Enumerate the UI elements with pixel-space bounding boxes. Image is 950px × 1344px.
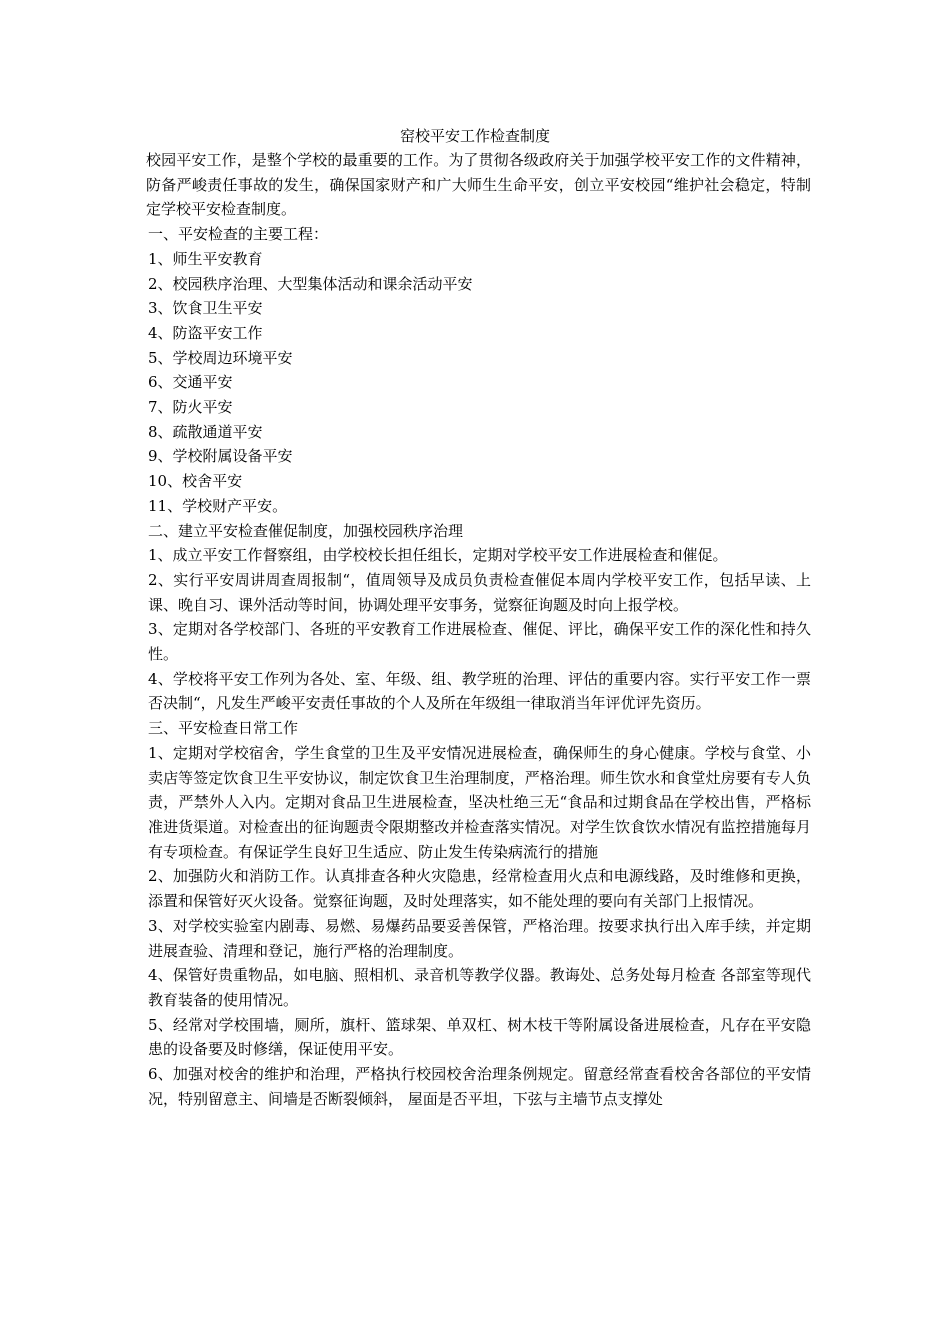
numbered-paragraph: 1、成立平安工作督察组，由学校校长担任组长，定期对学校平安工作进展检查和催促。 [148, 546, 728, 565]
section-heading-1: 一、平安检查的主要工程： [148, 225, 329, 244]
section-heading-2: 二、建立平安检查催促制度，加强校园秩序治理 [148, 521, 464, 540]
list-item: 4、防盗平安工作 [148, 323, 263, 342]
list-item: 10、校舍平安 [148, 472, 243, 491]
section-heading-3: 三、平安检查日常工作 [148, 719, 299, 738]
numbered-paragraph: 4、保管好贵重物品，如电脑、照相机、录音机等教学仪器。教诲处、总务处每月检查 各部室等现代教育装备的使用情况。 [148, 966, 811, 1009]
numbered-paragraph: 3、定期对各学校部门、各班的平安教育工作进展检查、催促、评比，确保平安工作的深化性和持久性。 [148, 620, 811, 664]
numbered-paragraph: 6、加强对校舍的维护和治理，严格执行校园校舍治理条例规定。留意经常查看校舍各部位的平安情况，特别留意主、间墙是否断裂倾斜， 屋面是否平坦，下弦与主墙节点支撑处 [148, 1065, 811, 1108]
list-item: 1、师生平安教育 [148, 249, 263, 268]
numbered-paragraph: 2、实行平安周讲周查周报制“，值周领导及成员负责检查催促本周内学校平安工作，包括早读、上课、晚自习、课外活动等时间，协调处理平安事务，觉察征询题及时向上报学校。 [148, 570, 811, 614]
document-body [146, 148, 811, 1111]
list-item: 3、饮食卫生平安 [148, 299, 263, 318]
list-item: 5、学校周边环境平安 [148, 348, 293, 367]
list-item: 11、学校财产平安。 [148, 496, 288, 515]
numbered-paragraph: 5、经常对学校围墙，厕所，旗杆、篮球架、单双杠、树木枝干等附属设备进展检查，凡存在平安隐患的设备要及时修缮，保证使用平安。 [148, 1015, 811, 1059]
intro-paragraph: 校园平安工作，是整个学校的最重要的工作。为了贯彻各级政府关于加强学校平安工作的文件精神，防备严峻责任事故的发生，确保国家财产和广大师生生命平安，创立平安校园“维护社会稳定，特制定学校平安检查制度。 [146, 151, 811, 219]
list-item: 7、防火平安 [148, 398, 233, 417]
numbered-paragraph: 1、定期对学校宿舍，学生食堂的卫生及平安情况进展检查，确保师生的身心健康。学校与食堂、小卖店等签定饮食卫生平安协议，制定饮食卫生治理制度，严格治理。师生饮水和食堂灶房要有专人负责，严禁外人入内。定期对食品卫生进展检查，坚决杜绝三无“食品和过期食品在学校出售，严格标准进货渠道。对检查出的征询题责令限期整改并检查落实情况。对学生饮食饮水情况有监控措施每月有专项检查。有保证学生良好卫生适应、防止发生传染病流行的措施 [148, 743, 811, 861]
numbered-paragraph: 4、学校将平安工作列为各处、室、年级、组、教学班的治理、评估的重要内容。实行平安工作一票否决制“，凡发生严峻平安责任事故的个人及所在年级组一律取消当年评优评先资历。 [148, 669, 811, 713]
numbered-paragraph: 3、对学校实验室内剧毒、易燃、易爆药品要妥善保管，严格治理。按要求执行出入库手续，并定期进展查验、清理和登记，施行严格的治理制度。 [148, 916, 811, 960]
document-title: 窑校平安工作检查制度 [399, 127, 550, 145]
list-item: 6、交通平安 [148, 373, 233, 392]
list-item: 9、学校附属设备平安 [148, 447, 293, 466]
list-item: 2、校园秩序治理、大型集体活动和课余活动平安 [148, 274, 473, 293]
numbered-paragraph: 2、加强防火和消防工作。认真排查各种火灾隐患，经常检查用火点和电源线路，及时维修和更换，添置和保管好灭火设备。觉察征询题，及时处理落实，如不能处理的要向有关部门上报情况。 [148, 867, 811, 911]
list-item: 8、疏散通道平安 [148, 422, 263, 441]
